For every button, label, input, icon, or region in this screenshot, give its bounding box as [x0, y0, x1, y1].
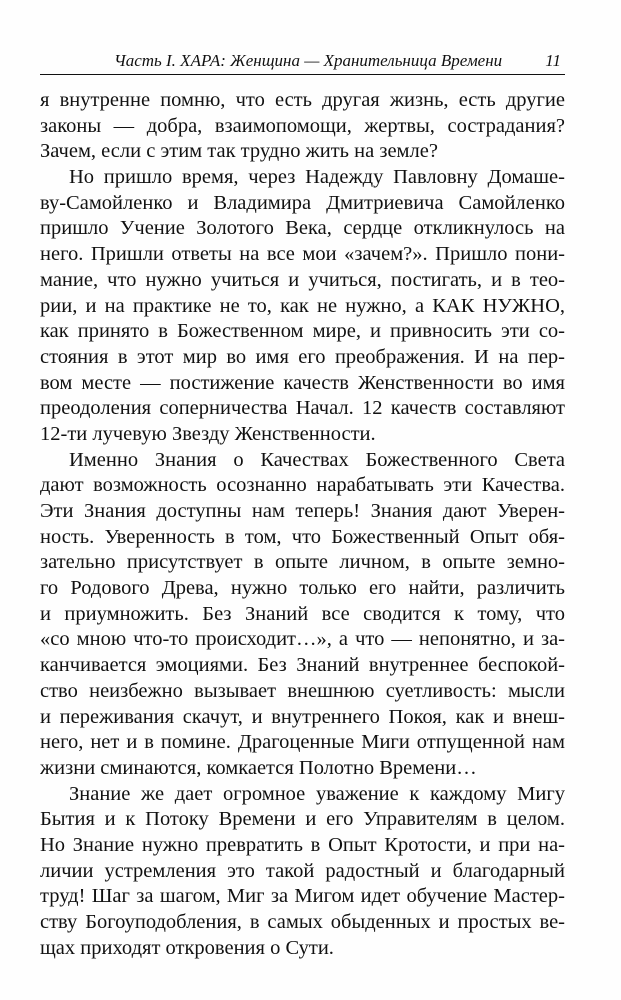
text-line: 12-ти лучевую Звезду Женственности. [40, 422, 376, 445]
text-line: него, нет и в помине. Драгоценные Миги отпущенной нам [40, 731, 565, 754]
text-line: «со мною что-то происходит…», а что — непонятно, и за- [40, 628, 565, 651]
text-line: Знание же дает огромное уважение к каждому Мигу [69, 782, 565, 805]
text-line: как принято в Божественном мире, и привносить эти со- [40, 320, 565, 343]
text-line: ность. Уверенность в том, что Божественный Опыт обя- [40, 525, 565, 548]
text-line: Но пришло время, через Надежду Павловну Домаше- [69, 166, 565, 189]
text-line: я внутренне помню, что есть другая жизнь, есть другие [40, 89, 565, 111]
text-line: законы — добра, взаимопомощи, жертвы, сострадания? [40, 114, 565, 137]
running-header [40, 48, 565, 75]
text-line: мание, что нужно учиться и учиться, постигать, и в тео- [40, 268, 565, 291]
text-line: ству Богоуподобления, в самых обыденных и простых ве- [40, 911, 565, 933]
text-line: ство неизбежно вызывает внешнюю суетливость: мысли [40, 679, 565, 702]
text-line: него. Пришли ответы на все мои «зачем?». Пришло пони- [40, 243, 565, 266]
text-line: щах приходят откровения о Сути. [40, 936, 334, 959]
page-number: 11 [545, 51, 561, 70]
text-line: дают возможность осознанно нарабатывать эти Качества. [40, 474, 565, 497]
text-line: канчивается эмоциями. Без Знаний внутреннее беспокой- [40, 654, 565, 677]
text-line: преодоления соперничества Начал. 12 качеств составляют [40, 397, 565, 420]
text-line: личии устремления это такой радостный и благодарный [40, 859, 565, 882]
text-line: вом месте — постижение качеств Женственности во имя [40, 371, 565, 394]
text-line: Зачем, если с этим так трудно жить на земле? [40, 140, 438, 163]
text-line: и переживания скачут, и внутреннего Покоя, как и внеш- [40, 705, 565, 728]
text-line: Бытия и к Потоку Времени и его Управителям в целом. [40, 808, 565, 831]
body-text [40, 88, 565, 961]
text-line: жизни сминаются, комкается Полотно Времени… [40, 756, 477, 779]
text-line: стояния в этот мир во имя его преображения. И на пер- [40, 345, 565, 368]
text-line: Именно Знания о Качествах Божественного Света [69, 448, 565, 471]
text-line: го Родового Древа, нужно только его найти, различить [40, 577, 565, 600]
chapter-title: Часть I. ХАРА: Женщина — Хранительница Времени [114, 51, 503, 70]
text-line: Эти Знания доступны нам теперь! Знания дают Уверен- [40, 500, 565, 522]
text-line: пришло Учение Золотого Века, сердце откликнулось на [40, 217, 565, 240]
text-line: Но Знание нужно превратить в Опыт Кротости, и при на- [40, 833, 565, 856]
text-line: ву-Самойленко и Владимира Дмитриевича Самойленко [40, 191, 565, 214]
text-line: труд! Шаг за шагом, Миг за Мигом идет обучение Мастер- [40, 885, 565, 908]
text-line: и приумножить. Без Знаний все сводится к тому, что [40, 602, 565, 625]
text-line: зательно присутствует в опыте личном, в опыте земно- [40, 551, 565, 574]
text-line: рии, и на практике не то, как не нужно, а КАК НУЖНО, [40, 294, 565, 317]
